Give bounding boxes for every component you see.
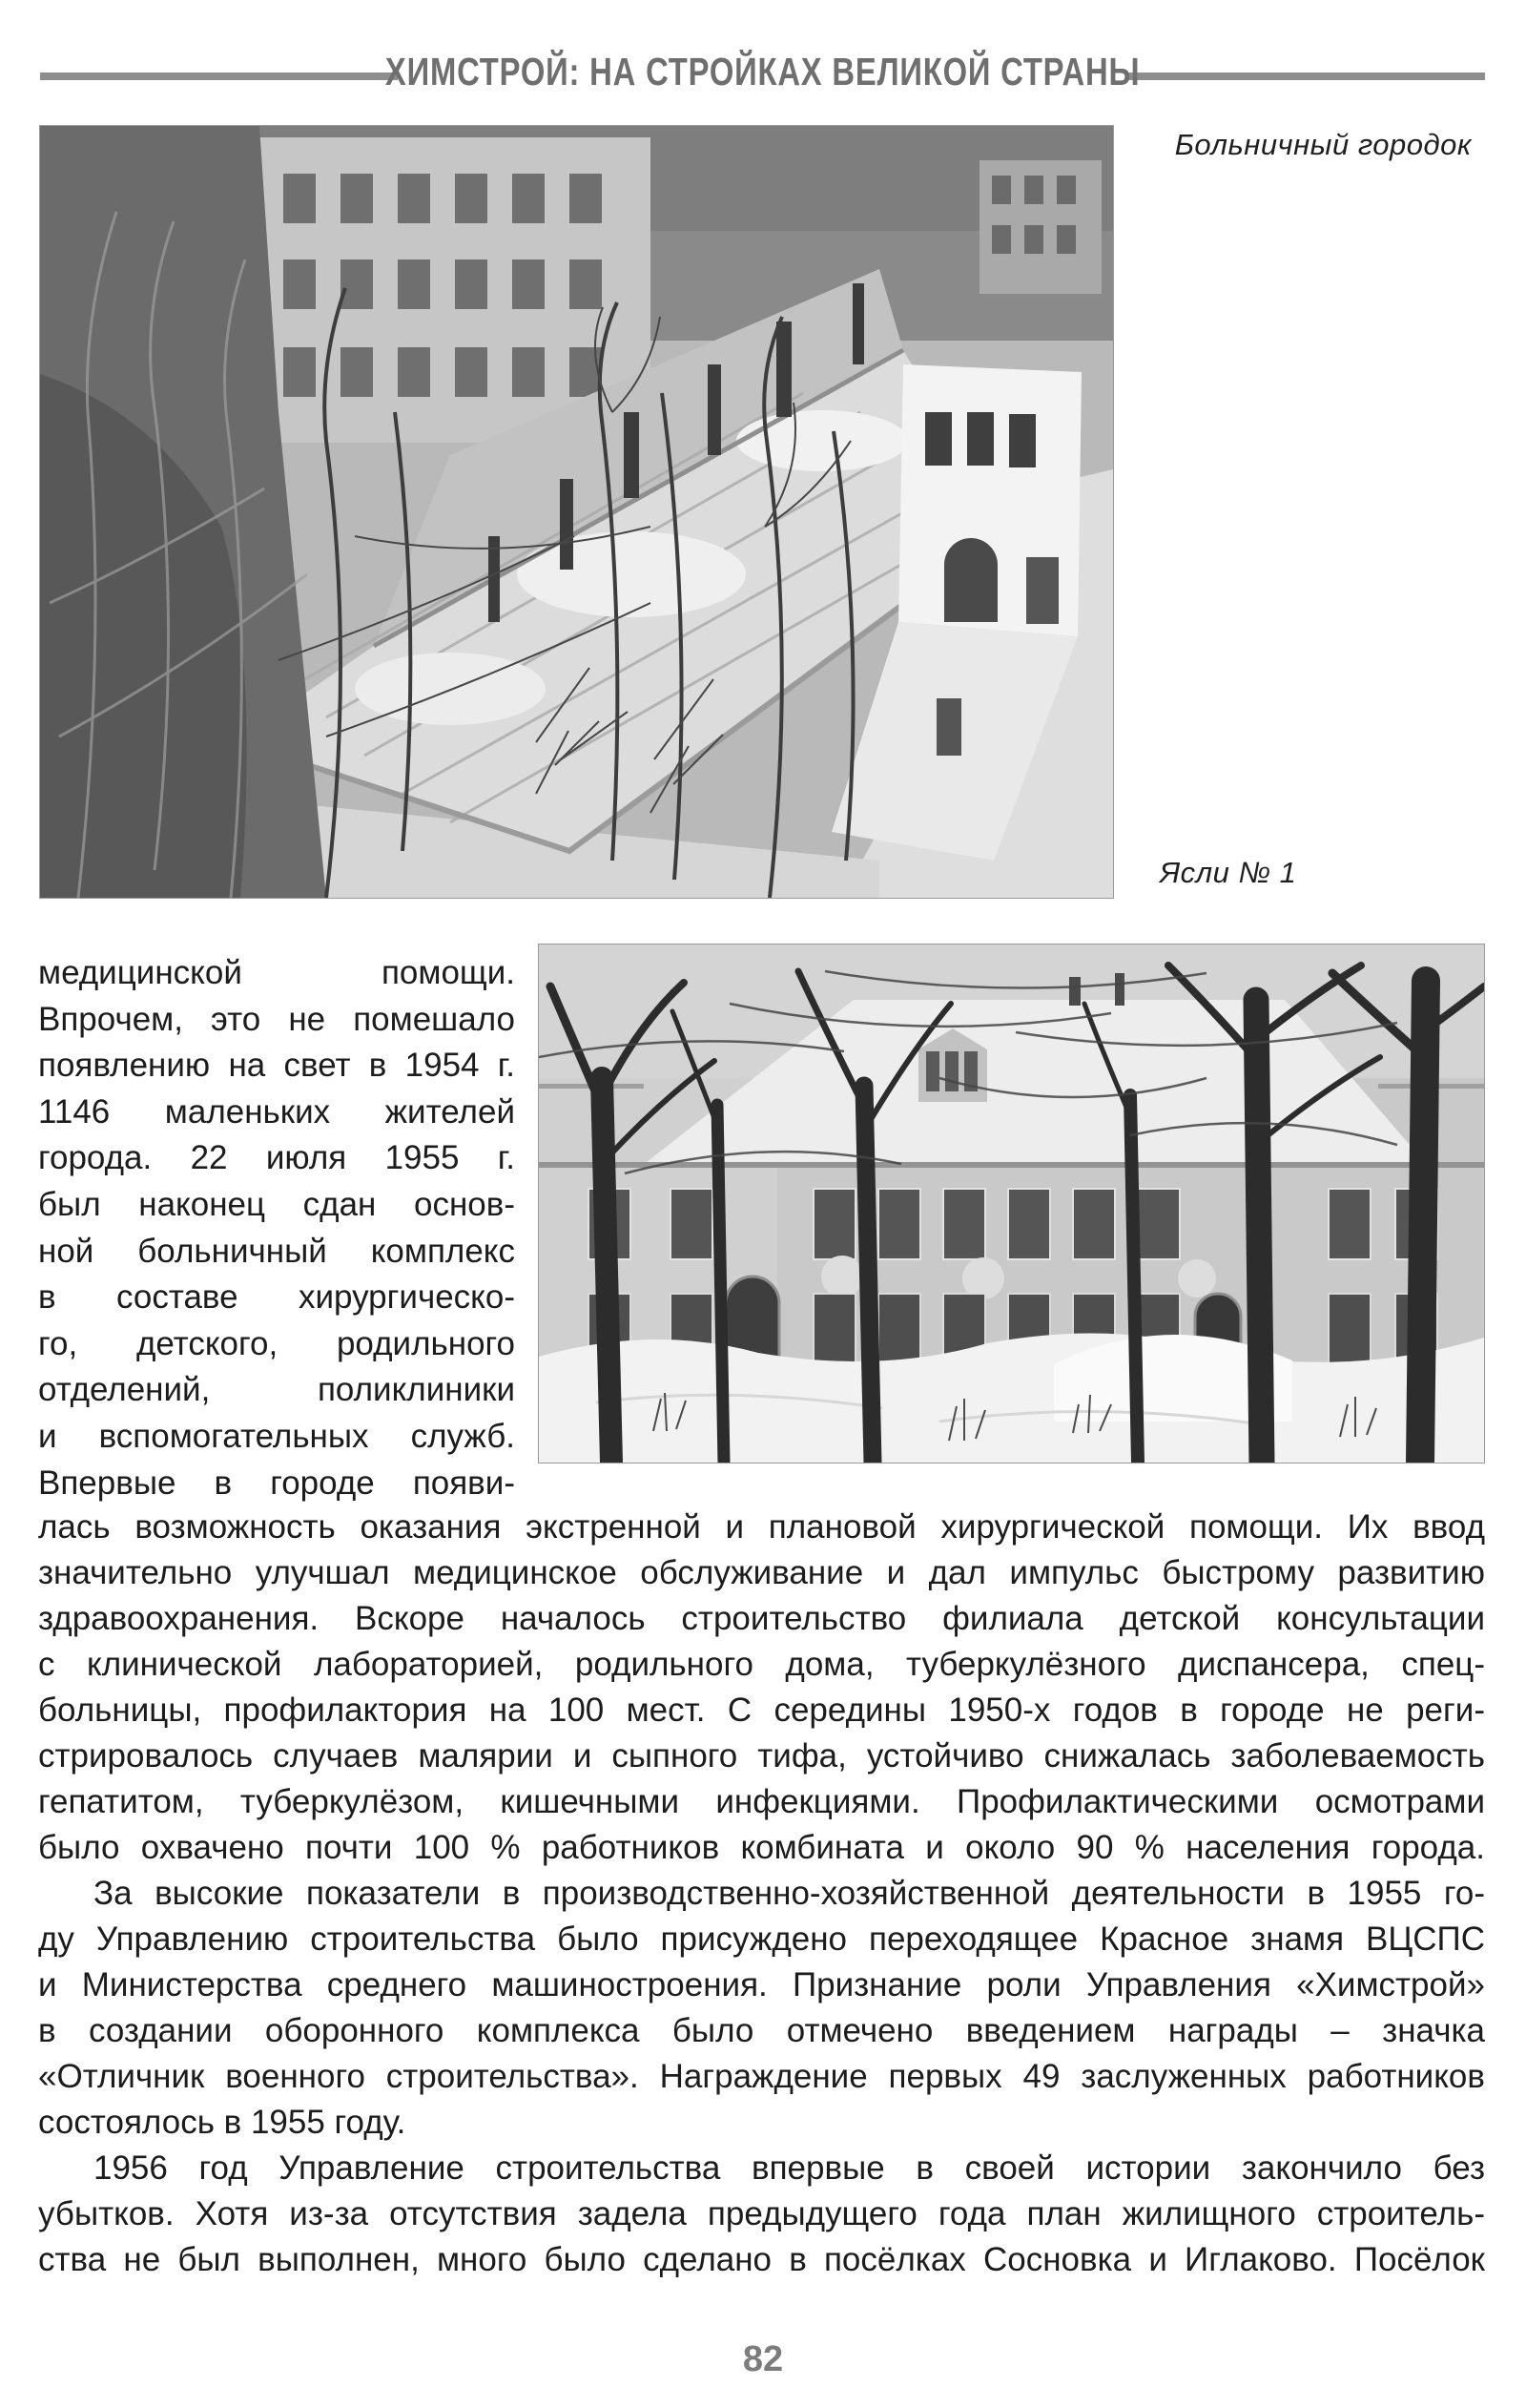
text-line: в составе хирургическо- <box>38 1278 515 1317</box>
body-text <box>38 1505 1485 2283</box>
text-line: было охвачено почти 100 % работников комбината и около 90 % населения города. <box>38 1829 1485 1866</box>
text-line: 1956 год Управление строительства впервые в своей истории закончило без <box>93 2149 1485 2187</box>
text-line: лась возможность оказания экстренной и плановой хирургической помощи. Их ввод <box>38 1508 1485 1546</box>
page-number: 82 <box>742 2339 784 2379</box>
text-line: убытков. Хотя из-за отсутствия задела предыдущего года план жилищного строитель- <box>38 2195 1485 2232</box>
text-line: и вспомогательных служб. <box>38 1417 515 1455</box>
text-line: здравоохранения. Вскоре началось строительство филиала детской консультации <box>38 1600 1485 1637</box>
text-line: и Министерства среднего машиностроения. Признание роли Управления «Химстрой» <box>38 1966 1485 2003</box>
text-line: «Отличник военного строительства». Награждение первых 49 заслуженных работников <box>38 2058 1485 2095</box>
text-line: медицинской помощи. <box>38 954 515 991</box>
text-line: ства не был выполнен, много было сделано в посёлках Сосновка и Иглаково. Посёлок <box>38 2241 1485 2278</box>
photo-hospital-campus <box>40 126 1113 898</box>
text-line: больницы, профилактория на 100 мест. С середины 1950-х годов в городе не реги- <box>38 1692 1485 1729</box>
text-line: значительно улучшал медицинское обслуживание и дал импульс быстрому развитию <box>38 1554 1485 1591</box>
text-line: появлению на свет в 1954 г. <box>38 1047 515 1085</box>
text-line: в создании оборонного комплекса было отмечено введением награды – значка <box>38 2012 1485 2049</box>
text-line: города. 22 июля 1955 г. <box>38 1139 515 1177</box>
text-line: Впервые в городе появи- <box>38 1463 515 1502</box>
text-line: гепатитом, туберкулёзом, кишечными инфекциями. Профилактическими осмотрами <box>38 1783 1485 1820</box>
text-line: За высокие показатели в производственно-хозяйственной деятельности в 1955 го- <box>93 1875 1485 1912</box>
text-line: стрировалось случаев малярии и сыпного тифа, устойчиво снижалась заболеваемость <box>38 1737 1485 1775</box>
text-line: ной больничный комплекс <box>38 1232 515 1270</box>
photo-hospital-campus-art <box>40 126 1113 898</box>
column-text <box>38 950 515 1506</box>
caption-nursery: Ясли № 1 <box>1160 856 1297 889</box>
text-line: с клинической лабораторией, родильного дома, туберкулёзного диспансера, спец- <box>38 1646 1485 1683</box>
text-line: го, детского, родильного <box>38 1324 515 1362</box>
caption-hospital-campus: Больничный городок <box>1174 128 1472 161</box>
text-line: состоялось в 1955 году. <box>38 2104 406 2141</box>
text-line: отделений, поликлиники <box>38 1371 515 1409</box>
photo-nursery-art <box>539 945 1484 1463</box>
text-line: 1146 маленьких жителей <box>38 1092 515 1131</box>
text-line: был наконец сдан основ- <box>38 1185 515 1223</box>
running-head <box>0 50 1526 94</box>
page-title: ХИМСТРОЙ: НА СТРОЙКАХ ВЕЛИКОЙ СТРАНЫ <box>385 50 1141 93</box>
text-line: ду Управлению строительства было присуждено переходящее Красное знамя ВЦСПС <box>38 1920 1485 1958</box>
photo-nursery <box>539 945 1484 1463</box>
text-line: Впрочем, это не помешало <box>38 1000 515 1038</box>
